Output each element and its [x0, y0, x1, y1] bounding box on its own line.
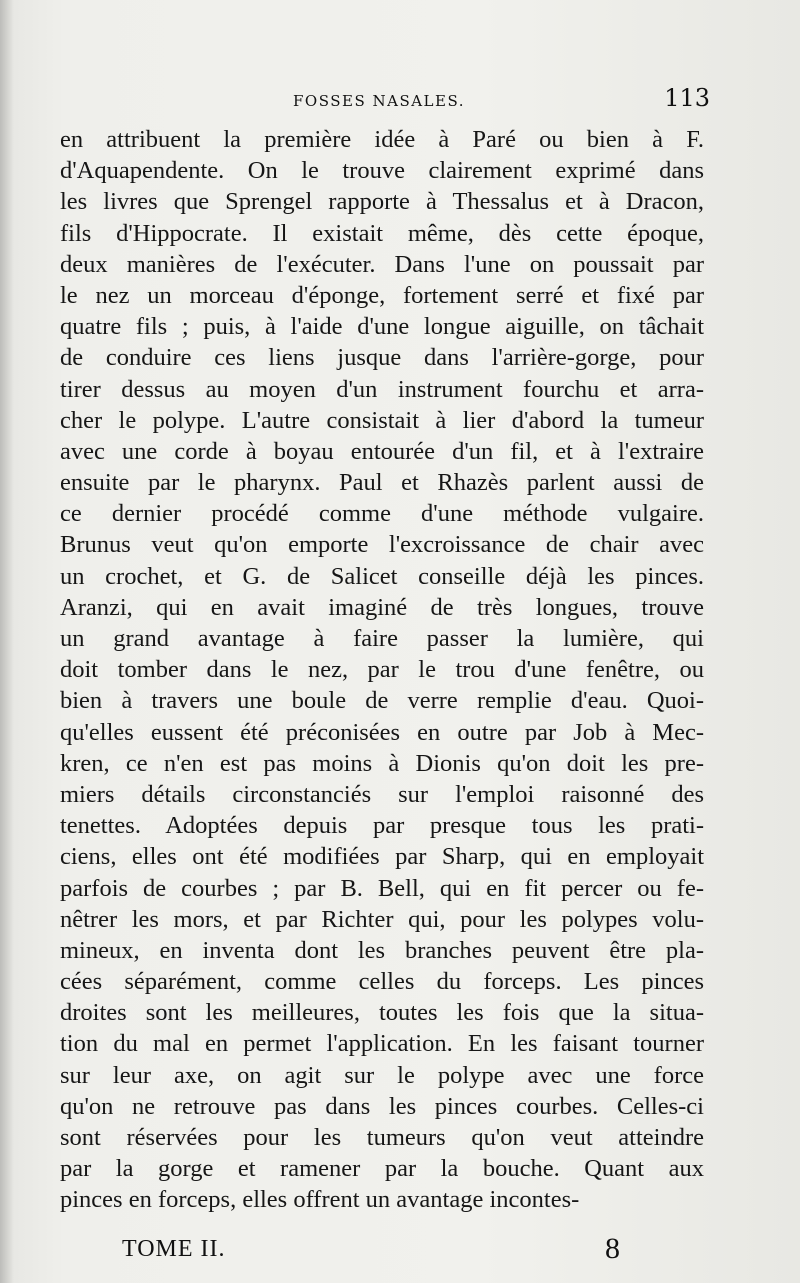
- page-number: 113: [664, 84, 710, 112]
- text-line: ensuite par le pharynx. Paul et Rhazès parlent aussi de: [60, 469, 704, 497]
- text-line: un crochet, et G. de Salicet conseille déjà les pinces.: [60, 562, 704, 590]
- text-line: miers détails circonstanciés sur l'emploi raisonné des: [60, 780, 704, 808]
- text-line: mineux, en inventa dont les branches peuvent être pla-: [60, 936, 704, 964]
- signature-mark: TOME II.: [122, 1236, 226, 1262]
- text-line: d'Aquapendente. On le trouve clairement exprimé dans: [60, 157, 704, 185]
- text-line: pinces en forceps, elles offrent un avantage incontes-: [60, 1186, 580, 1214]
- text-line: par la gorge et ramener par la bouche. Quant aux: [60, 1155, 704, 1183]
- text-line: qu'on ne retrouve pas dans les pinces courbes. Celles-ci: [60, 1092, 704, 1120]
- text-line: avec une corde à boyau entourée d'un fil, et à l'extraire: [60, 437, 704, 465]
- text-line: le nez un morceau d'éponge, fortement serré et fixé par: [60, 281, 704, 309]
- text-line: tirer dessus au moyen d'un instrument fourchu et arra-: [60, 375, 704, 403]
- text-line: doit tomber dans le nez, par le trou d'une fenêtre, ou: [60, 656, 704, 684]
- text-line: tenettes. Adoptées depuis par presque tous les prati-: [60, 812, 704, 840]
- text-line: kren, ce n'en est pas moins à Dionis qu'on doit les pre-: [60, 749, 704, 777]
- text-line: Brunus veut qu'on emporte l'excroissance de chair avec: [60, 531, 704, 559]
- text-line: tion du mal en permet l'application. En les faisant tourner: [60, 1030, 704, 1058]
- text-line: de conduire ces liens jusque dans l'arrière-gorge, pour: [60, 344, 704, 372]
- text-line: quatre fils ; puis, à l'aide d'une longue aiguille, on tâchait: [60, 313, 704, 341]
- text-line: ciens, elles ont été modifiées par Sharp, qui en employait: [60, 843, 704, 871]
- text-line: en attribuent la première idée à Paré ou bien à F.: [60, 126, 704, 153]
- text-line: ce dernier procédé comme d'une méthode vulgaire.: [60, 500, 704, 528]
- running-head: FOSSES NASALES.: [293, 92, 465, 110]
- text-line: un grand avantage à faire passer la lumière, qui: [60, 625, 704, 652]
- text-line: deux manières de l'exécuter. Dans l'une on poussait par: [60, 250, 704, 278]
- text-line: droites sont les meilleures, toutes les fois que la situa-: [60, 999, 704, 1027]
- text-line: parfois de courbes ; par B. Bell, qui en fit percer ou fe-: [60, 874, 704, 902]
- text-line: sont réservées pour les tumeurs qu'on veut atteindre: [60, 1124, 704, 1151]
- text-line: les livres que Sprengel rapporte à Thessalus et à Dracon,: [60, 188, 704, 216]
- body-text: [60, 124, 704, 1216]
- signature-number: 8: [605, 1232, 620, 1265]
- text-line: nêtrer les mors, et par Richter qui, pour les polypes volu-: [60, 905, 704, 933]
- text-line: sur leur axe, on agit sur le polype avec une force: [60, 1061, 704, 1089]
- page-footer: [60, 1232, 700, 1268]
- text-line: Aranzi, qui en avait imaginé de très longues, trouve: [60, 593, 704, 621]
- binding-shadow: [0, 0, 14, 1283]
- text-line: cher le polype. L'autre consistait à lier d'abord la tumeur: [60, 406, 704, 434]
- page-header: [60, 86, 710, 116]
- text-line: bien à travers une boule de verre remplie d'eau. Quoi-: [60, 687, 704, 715]
- text-line: qu'elles eussent été préconisées en outre par Job à Mec-: [60, 718, 704, 746]
- text-line: fils d'Hippocrate. Il existait même, dès cette époque,: [60, 219, 704, 247]
- text-line: cées séparément, comme celles du forceps. Les pinces: [60, 968, 704, 996]
